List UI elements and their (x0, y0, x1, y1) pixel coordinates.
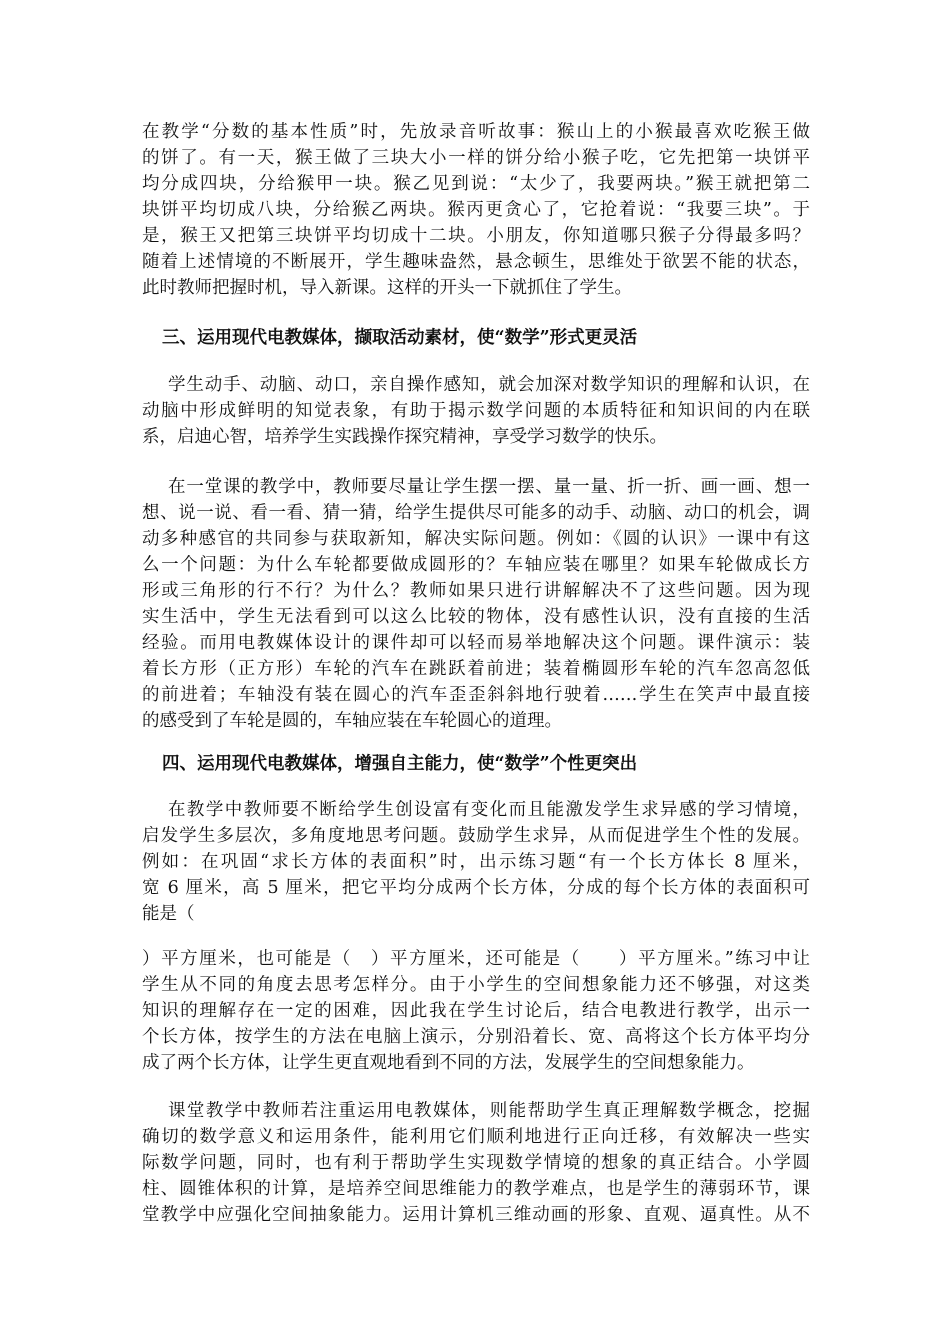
text-line: 么一个问题：为什么车轮都要做成圆形的？车轴应装在哪里？如果车轮做成长方 (142, 555, 810, 575)
text-line: 堂教学中应强化空间抽象能力。运用计算机三维动画的形象、直观、逼真性。从不 (142, 1205, 810, 1225)
paragraph-spatial-ability (142, 1098, 810, 1228)
text-line: 际数学问题，同时，也有利于帮助学生实现数学情境的想象的真正结合。小学圆 (142, 1153, 810, 1173)
text-line: 在教学中教师要不断给学生创设富有变化而且能激发学生求异感的学习情境， (168, 800, 810, 820)
text-line: 此时教师把握时机，导入新课。这样的开头一下就抓住了学生。 (142, 278, 632, 298)
text-line: 均分成四块，分给猴甲一块。猴乙见到说：“太少了，我要两块。”猴王就把第二 (142, 174, 810, 194)
text-line: 是，猴王又把第三块饼平均切成十二块。小朋友，你知道哪只猴子分得最多吗？ (142, 226, 810, 246)
text-line: 的感受到了车轮是圆的，车轴应装在车轮圆心的道理。 (142, 711, 562, 731)
text-line: 形或三角形的行不行？为什么？教师如果只进行讲解解决不了这些问题。因为现 (142, 581, 810, 601)
paragraph-hands-on (142, 372, 810, 450)
text-line: 在一堂课的教学中，教师要尽量让学生摆一摆、量一量、折一折、画一画、想一 (168, 477, 810, 497)
text-line: 在教学“分数的基本性质”时，先放录音听故事：猴山上的小猴最喜欢吃猴王做 (142, 122, 810, 142)
text-line: 学生从不同的角度去思考怎样分。由于小学生的空间想象能力还不够强，对这类 (142, 975, 810, 995)
text-line: 经验。而用电教媒体设计的课件却可以轻而易举地解决这个问题。课件演示：装 (142, 633, 810, 653)
paragraph-circle-lesson (142, 474, 810, 734)
text-line: 块饼平均切成八块，分给猴乙两块。猴丙更贪心了，它抢着说：“我要三块”。于 (142, 200, 810, 220)
text-line: 能是（ (142, 904, 195, 924)
text-line: 成了两个长方体，让学生更直观地看到不同的方法，发展学生的空间想象能力。 (142, 1053, 755, 1073)
paragraph-exercise-continued (142, 946, 810, 1076)
text-line: 知识的理解存在一定的困难，因此我在学生讨论后，结合电教进行教学，出示一 (142, 1001, 810, 1021)
section-heading-4: 四、运用现代电教媒体，增强自主能力，使“数学”个性更突出 (162, 754, 638, 774)
text-line: 的前进着；车轴没有装在圆心的汽车歪歪斜斜地行驶着……学生在笑声中最直接 (142, 685, 810, 705)
text-line: 动脑中形成鲜明的知觉表象，有助于揭示数学问题的本质特征和知识间的内在联 (142, 401, 810, 421)
text-line: 个长方体，按学生的方法在电脑上演示，分别沿着长、宽、高将这个长方体平均分 (142, 1027, 810, 1047)
text-line: 柱、圆锥体积的计算，是培养空间思维能力的教学难点，也是学生的薄弱环节，课 (142, 1179, 810, 1199)
text-line: 学生动手、动脑、动口，亲自操作感知，就会加深对数学知识的理解和认识，在 (168, 375, 810, 395)
text-line: ）平方厘米，也可能是（ ）平方厘米，还可能是（ ）平方厘米。”练习中让 (142, 949, 810, 969)
text-line: 想、说一说、看一看、猜一猜，给学生提供尽可能多的动手、动脑、动口的机会，调 (142, 503, 810, 523)
text-line: 着长方形（正方形）车轮的汽车在跳跃着前进；装着椭圆形车轮的汽车忽高忽低 (142, 659, 810, 679)
text-line: 宽 6 厘米，高 5 厘米，把它平均分成两个长方体，分成的每个长方体的表面积可 (142, 878, 810, 898)
text-line: 的饼了。有一天，猴王做了三块大小一样的饼分给小猴子吃，它先把第一块饼平 (142, 148, 810, 168)
paragraph-exercise (142, 797, 810, 927)
text-line: 系，启迪心智，培养学生实践操作探究精神，享受学习数学的快乐。 (142, 427, 667, 447)
text-line: 确切的数学意义和运用条件，能利用它们顺利地进行正向迁移，有效解决一些实 (142, 1127, 810, 1147)
text-line: 随着上述情境的不断展开，学生趣味盎然，悬念顿生，思维处于欲罢不能的状态， (142, 252, 810, 272)
text-line: 动多种感官的共同参与获取新知，解决实际问题。例如：《圆的认识》一课中有这 (142, 529, 810, 549)
text-line: 例如：在巩固“求长方体的表面积”时，出示练习题“有一个长方体长 8 厘米， (142, 852, 810, 872)
section-heading-3: 三、运用现代电教媒体，撷取活动素材，使“数学”形式更灵活 (162, 328, 638, 348)
text-line: 实生活中，学生无法看到可以这么比较的物体，没有感性认识，没有直接的生活 (142, 607, 810, 627)
text-line: 启发学生多层次，多角度地思考问题。鼓励学生求异，从而促进学生个性的发展。 (142, 826, 810, 846)
text-line: 课堂教学中教师若注重运用电教媒体，则能帮助学生真正理解数学概念，挖掘 (168, 1101, 810, 1121)
paragraph-story-intro (142, 119, 810, 301)
